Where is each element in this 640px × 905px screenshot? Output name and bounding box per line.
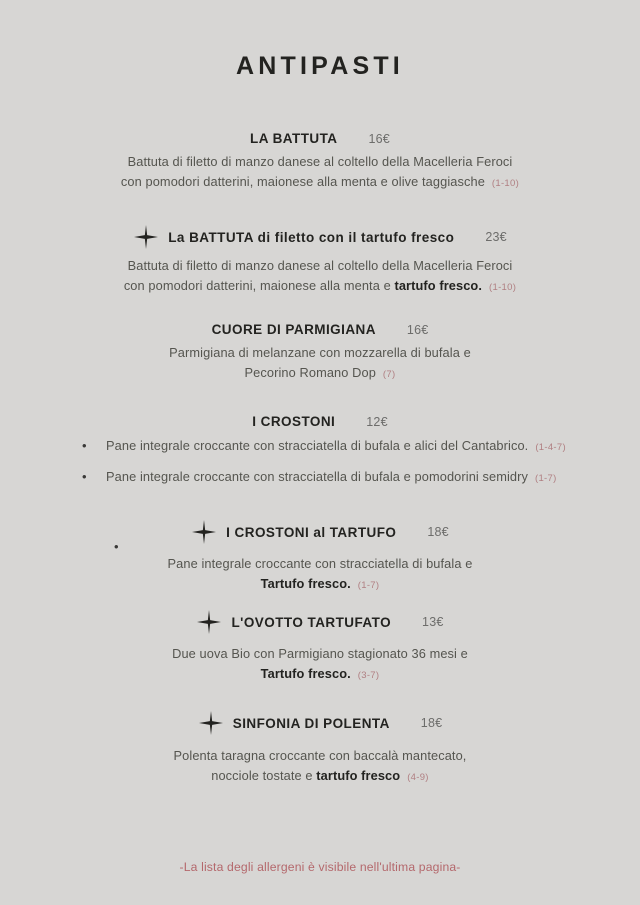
bullet-icon: • [82,438,87,453]
desc-highlight: Tartufo fresco. [260,665,351,681]
dish-item-la-battuta [0,131,640,192]
allergen-codes: (3-7) [357,669,380,681]
dish-description-line [0,363,640,383]
dish-description-line: Pane integrale croccante con stracciatella di bufala e [167,556,473,571]
allergen-codes: (1-10) [491,177,520,189]
sparkle-icon [191,519,217,545]
dish-price: 18€ [427,525,449,539]
dish-header [0,131,640,146]
dish-price: 16€ [406,322,429,337]
desc-text: Pane integrale croccante con stracciatella di bufala e pomodorini semidry [106,468,528,484]
dish-price: 12€ [366,414,388,429]
list-item-text [106,437,566,455]
desc-highlight: tartufo fresco. [394,277,483,293]
dish-price: 23€ [485,230,507,244]
dish-name: I CROSTONI al TARTUFO [226,524,397,540]
dish-description [0,746,640,786]
dish-description [0,256,640,296]
allergen-codes: (1-7) [357,579,380,591]
stray-bullet-icon: • [114,539,119,554]
dish-name: SINFONIA DI POLENTA [232,715,390,731]
dish-header [0,609,640,635]
desc-highlight: tartufo fresco [316,767,401,783]
dish-description [0,554,640,594]
dish-price: 13€ [422,615,444,629]
dish-item-cuore-di-parmigiana [0,322,640,383]
allergen-codes: (4-9) [407,771,429,783]
allergen-footer-note: -La lista degli allergeni è visibile nell'ultima pagina- [179,860,461,874]
desc-text: Pane integrale croccante con stracciatella di bufala e alici del Cantabrico. [106,438,529,453]
list-item [0,437,640,455]
dish-description-line [0,276,640,296]
dish-header [0,710,640,736]
bullet-icon: • [82,468,87,484]
dish-description [0,343,640,383]
dish-header [0,224,640,250]
list-item-text [106,468,557,486]
desc-text: nocciole tostate e [211,767,317,783]
dish-description-line [0,172,640,192]
sparkle-icon [196,609,222,635]
allergen-codes: (1-10) [489,281,517,293]
sparkle-icon [198,710,224,736]
dish-item-i-crostoni [0,414,640,499]
desc-highlight: Tartufo fresco. [260,575,351,591]
dish-description [0,152,640,192]
dish-description-line: Due uova Bio con Parmigiano stagionato 36 mesi e [172,646,468,661]
dish-description [0,644,640,684]
dish-name: CUORE DI PARMIGIANA [211,322,376,337]
dish-name: LA BATTUTA [250,131,338,146]
dish-header [0,322,640,337]
allergen-codes: (7) [382,368,396,380]
allergen-codes: (1-7) [535,472,557,484]
dish-header [0,414,640,429]
dish-item-i-crostoni-al-tartufo [0,519,640,594]
desc-text: con pomodori datterini, maionese alla menta e olive taggiasche [120,173,485,189]
dish-item-lovotto-tartufato [0,609,640,684]
desc-text: Pecorino Romano Dop [244,364,376,380]
dish-description-line [0,664,640,684]
dish-description-line [0,574,640,594]
dish-price: 16€ [368,131,390,146]
dish-name: L'OVOTTO TARTUFATO [231,614,392,630]
allergen-codes: (1-4-7) [535,442,566,453]
sparkle-icon [133,224,159,250]
dish-name: La BATTUTA di filetto con il tartufo fresco [168,229,455,245]
dish-header [0,519,640,545]
desc-text: con pomodori datterini, maionese alla menta e [123,277,395,293]
dish-description-line: Battuta di filetto di manzo danese al coltello della Macelleria Feroci [127,258,513,273]
dish-item-sinfonia-di-polenta [0,710,640,786]
dish-description-line [0,766,640,786]
dish-price: 18€ [420,716,443,730]
crostoni-variant-list [0,437,640,486]
page-title: ANTIPASTI [236,52,404,80]
list-item [0,468,640,486]
dish-description-line: Battuta di filetto di manzo danese al coltello della Macelleria Feroci [127,154,513,169]
dish-description-line: Polenta taragna croccante con baccalà mantecato, [173,748,467,763]
dish-name: I CROSTONI [252,414,336,429]
dish-description-line: Parmigiana di melanzane con mozzarella di bufala e [169,345,471,360]
dish-item-battuta-tartufo [0,224,640,296]
